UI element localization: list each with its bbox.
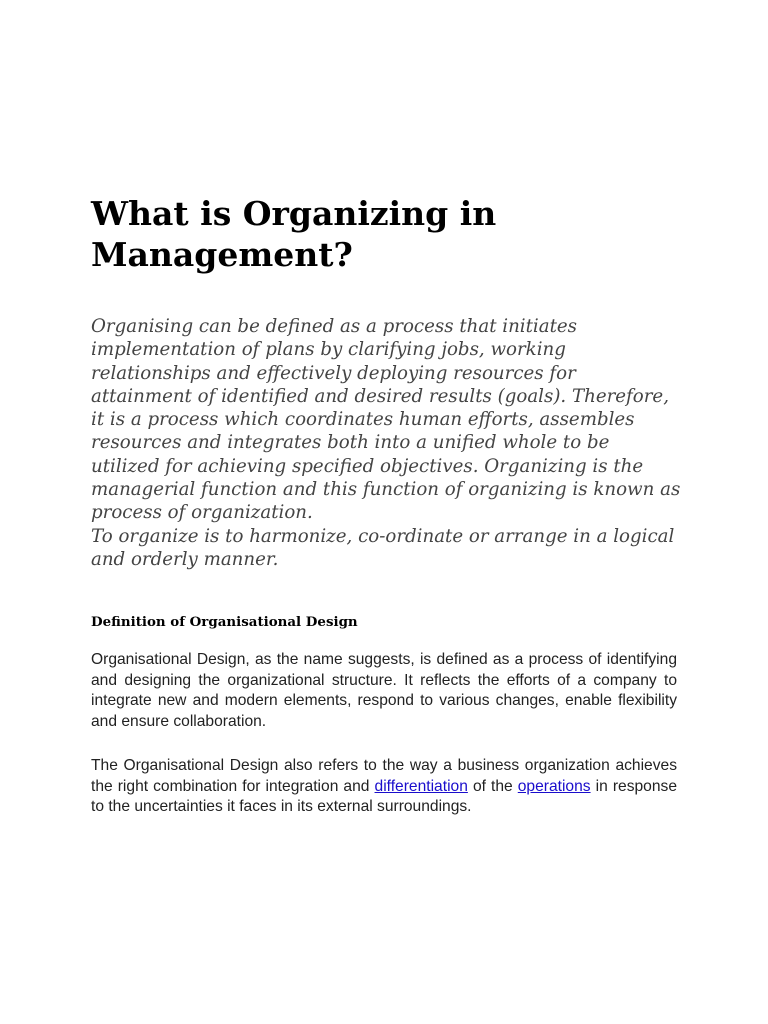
intro-paragraph: To organize is to harmonize, co-ordinate or arrange in a logical and orderly manner. [91,525,675,570]
intro-paragraph: Organising can be defined as a process that initiates implementation of plans by clarifying jobs, working relationships and effectively deploying resources for attainment of identified and desired results (goals). Therefore, it is a process which coordinates human efforts, assembles resources and integrates both into a unified whole to be utilized for achieving specified objectives. Organizing is the managerial function and this function of organizing is known as process of organization. [91,316,681,524]
section-heading: Definition of Organisational Design [91,614,358,630]
design-paragraph [91,756,677,818]
differentiation-link[interactable]: differentiation [374,777,468,795]
intro-text [91,315,681,571]
operations-link[interactable]: operations [517,777,591,795]
paragraph-text: The Organisational Design also refers to the way a business organization achieves the right combination for integration and [91,757,677,795]
paragraph-text: in response to the uncertainties it faces in its external surroundings. [91,777,677,815]
paragraph-text: of the [467,777,518,795]
page-title: What is Organizing in Management? [91,194,497,274]
definition-paragraph: Organisational Design, as the name suggests, is defined as a process of identifying and designing the organizational structure. It reflects the efforts of a company to integrate new and modern elements, respond to various changes, enable flexibility and ensure collaboration. [91,651,677,730]
